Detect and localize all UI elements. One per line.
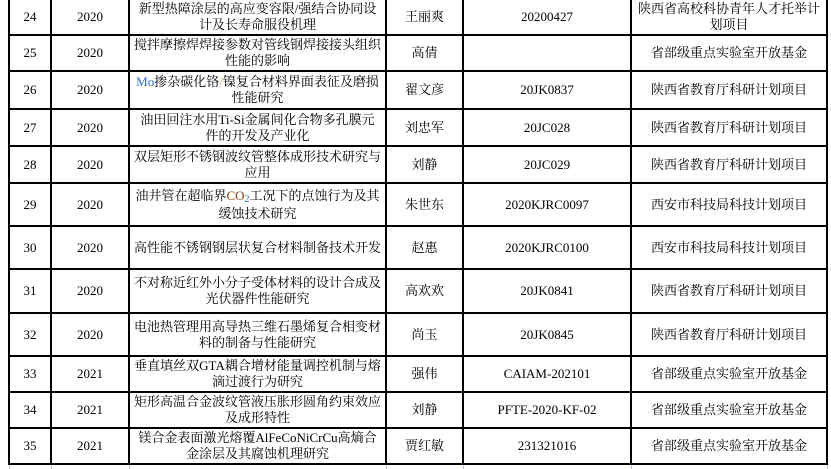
title-text: 掺杂碳化铬 [154, 74, 220, 89]
cell-index: 27 [9, 109, 51, 146]
cell-title [129, 392, 386, 428]
cell-source: 西安市科技局科技计划项目 [631, 226, 827, 269]
cell-source: 陕西省教育厅科研计划项目 [631, 71, 827, 109]
cell-index: 34 [9, 392, 51, 428]
title-text: 电池热管理用高导热三维石墨烯复合相变材料的制备与性能研究 [134, 318, 382, 350]
cell-year: 2020 [51, 35, 129, 71]
title-keyword: Mo [136, 74, 155, 89]
partial-cell [386, 464, 463, 469]
cell-name: 高欢欢 [386, 269, 463, 313]
table-row [9, 269, 827, 313]
cell-name: 朱世东 [386, 183, 463, 226]
cell-name: 刘忠军 [386, 109, 463, 146]
cell-name: 王丽爽 [386, 0, 463, 35]
title-text: 双层矩形不锈钢波纹管整体成形技术研究与应用 [134, 148, 382, 180]
table-row [9, 146, 827, 183]
title-keyword: 2 [244, 193, 250, 205]
table-row [9, 428, 827, 464]
cell-title [129, 109, 386, 146]
cell-code: 20200427 [463, 0, 631, 35]
table-row [9, 71, 827, 109]
cell-code: 20JC028 [463, 109, 631, 146]
cell-source: 陕西省高校科协青年人才托举计划项目 [631, 0, 827, 35]
projects-table-body [9, 0, 827, 469]
cell-year: 2021 [51, 356, 129, 392]
cell-code: 231321016 [463, 428, 631, 464]
title-text: 搅拌摩擦焊焊接参数对管线钢焊接接头组织性能的影响 [134, 37, 382, 68]
cell-name: 赵惠 [386, 226, 463, 269]
cell-name: 高倩 [386, 35, 463, 71]
cell-source: 陕西省教育厅科研计划项目 [631, 269, 827, 313]
cell-index: 30 [9, 226, 51, 269]
table-row [9, 356, 827, 392]
cell-index: 25 [9, 35, 51, 71]
cell-year: 2020 [51, 183, 129, 226]
title-text: 油田回注水用Ti-Si金属间化合物多孔膜元件的开发及产业化 [140, 111, 375, 143]
cell-source: 陕西省教育厅科研计划项目 [631, 313, 827, 356]
cell-index: 26 [9, 71, 51, 109]
title-text: 油井管在超临界 [135, 187, 227, 203]
partial-cell [463, 464, 631, 469]
title-text: 不对称近红外小分子受体材料的设计合成及光伏器件性能研究 [134, 275, 382, 306]
partial-next-row [9, 464, 827, 469]
cell-year: 2020 [51, 109, 129, 146]
cell-index: 24 [9, 0, 51, 35]
cell-source: 陕西省教育厅科研计划项目 [631, 109, 827, 146]
cell-code: 20JK0845 [463, 313, 631, 356]
cell-title [129, 313, 386, 356]
cell-year: 2021 [51, 428, 129, 464]
cell-source: 西安市科技局科技计划项目 [631, 183, 827, 226]
cell-name: 尚玉 [386, 313, 463, 356]
cell-title [129, 35, 386, 71]
cell-title [129, 0, 386, 35]
title-text: 高性能不锈钢钢层状复合材料制备技术开发 [134, 239, 382, 255]
title-text: 镁合金表面激光熔覆AlFeCoNiCrCu高熵合金涂层及其腐蚀机理研究 [138, 430, 377, 461]
title-text: 镍复合材料界面表征及磨损性能研究 [222, 74, 379, 105]
table-row [9, 35, 827, 71]
cell-source: 省部级重点实验室开放基金 [631, 356, 827, 392]
cell-year: 2020 [51, 226, 129, 269]
partial-cell [9, 464, 51, 469]
partial-cell [631, 464, 827, 469]
cell-index: 29 [9, 183, 51, 226]
cell-code: PFTE-2020-KF-02 [463, 392, 631, 428]
cell-index: 28 [9, 146, 51, 183]
cell-title [129, 183, 386, 226]
cell-code: 2020KJRC0097 [463, 183, 631, 226]
title-text: 新型热障涂层的高应变容限/强结合协同设计及长寿命服役机理 [138, 1, 377, 32]
cell-name: 刘静 [386, 392, 463, 428]
partial-cell [129, 464, 386, 469]
cell-title [129, 428, 386, 464]
table-row [9, 183, 827, 226]
cell-year: 2020 [51, 71, 129, 109]
table-row [9, 109, 827, 146]
cell-code: 20JC029 [463, 146, 631, 183]
cell-year: 2020 [51, 146, 129, 183]
cell-name: 翟文彦 [386, 71, 463, 109]
cell-name: 刘静 [386, 146, 463, 183]
cell-title [129, 226, 386, 269]
cell-source: 省部级重点实验室开放基金 [631, 428, 827, 464]
cell-year: 2020 [51, 313, 129, 356]
title-keyword: / [219, 74, 223, 89]
cell-index: 33 [9, 356, 51, 392]
title-text: 工况下的点蚀行为及其缓蚀技术研究 [218, 187, 380, 221]
partial-cell [51, 464, 129, 469]
cell-title [129, 269, 386, 313]
cell-name: 贾红敏 [386, 428, 463, 464]
title-text: 垂直填丝双GTA耦合增材能量调控机制与熔滴过渡行为研究 [134, 358, 381, 389]
cell-title [129, 71, 386, 109]
cell-source: 省部级重点实验室开放基金 [631, 35, 827, 71]
title-text: 矩形高温合金波纹管液压胀形圆角约束效应及成形特性 [134, 394, 382, 425]
cell-code: 20JK0837 [463, 71, 631, 109]
cell-year: 2020 [51, 269, 129, 313]
cell-code: 2020KJRC0100 [463, 226, 631, 269]
cell-code [463, 35, 631, 71]
cell-index: 32 [9, 313, 51, 356]
table-row [9, 392, 827, 428]
cell-source: 省部级重点实验室开放基金 [631, 392, 827, 428]
title-keyword: CO [226, 187, 245, 203]
table-row [9, 313, 827, 356]
cell-code: CAIAM-202101 [463, 356, 631, 392]
projects-table [8, 0, 828, 469]
table-row [9, 0, 827, 35]
cell-code: 20JK0841 [463, 269, 631, 313]
cell-year: 2021 [51, 392, 129, 428]
cell-year: 2020 [51, 0, 129, 35]
projects-table-wrapper [8, 0, 826, 469]
cell-title [129, 146, 386, 183]
table-row [9, 226, 827, 269]
cell-name: 强伟 [386, 356, 463, 392]
cell-title [129, 356, 386, 392]
cell-source: 陕西省教育厅科研计划项目 [631, 146, 827, 183]
cell-index: 35 [9, 428, 51, 464]
cell-index: 31 [9, 269, 51, 313]
